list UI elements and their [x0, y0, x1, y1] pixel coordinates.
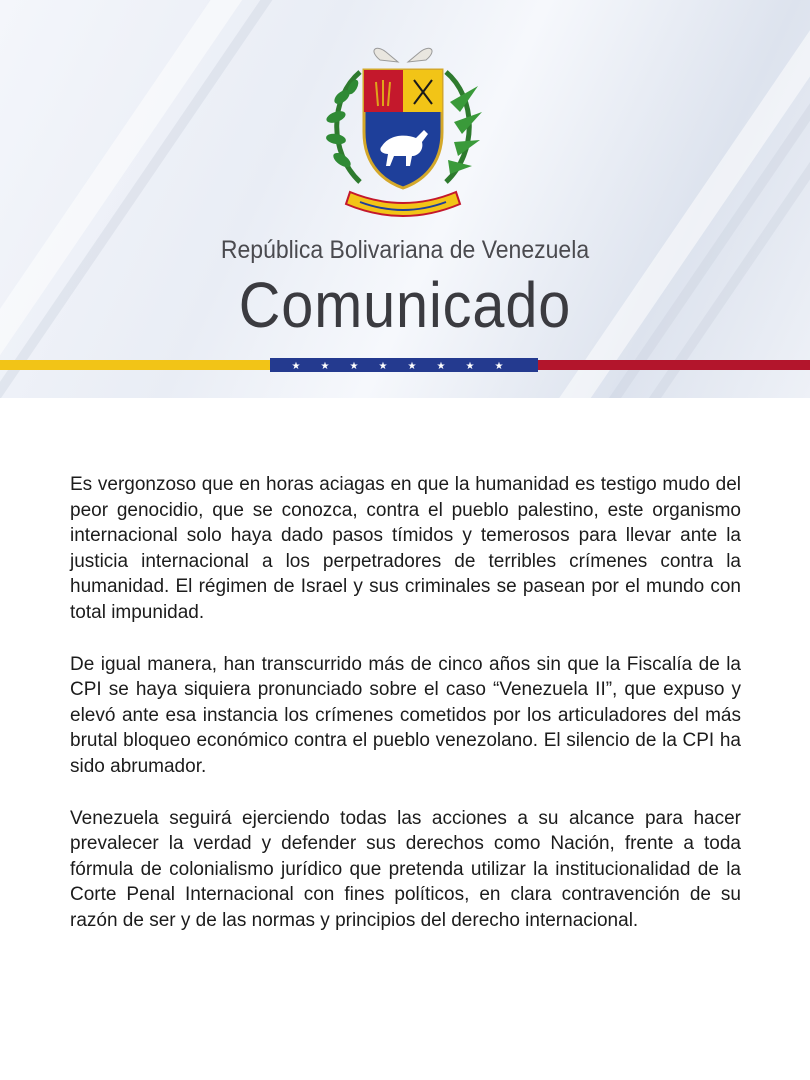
star-icon: ★ — [349, 361, 359, 372]
star-icon: ★ — [378, 361, 388, 372]
republic-name: República Bolivariana de Venezuela — [220, 236, 590, 264]
star-icon: ★ — [494, 361, 504, 372]
star-icon: ★ — [320, 361, 330, 372]
star-icon: ★ — [407, 361, 417, 372]
paragraph-3: Venezuela seguirá ejerciendo todas las acciones a su alcance para hacer prevalecer la verdad y defender sus derechos como Nación, frente a toda fórmula de colonialismo jurídico que pretenda utilizar la institucionalidad de la Corte Penal Internacional con fines políticos, en clara contravención de su razón de ser y de las normas y principios del derecho internacional. — [70, 807, 741, 931]
header-banner — [0, 0, 810, 398]
star-icon: ★ — [465, 361, 475, 372]
star-icon: ★ — [436, 361, 446, 372]
paragraph-2: De igual manera, han transcurrido más de cinco años sin que la Fiscalía de la CPI se haya siquiera pronunciado sobre el caso “Venezuela II”, que expuso y elevó ante esa instancia los crímenes cometidos por los articuladores del más brutal bloqueo económico contra el pueblo venezolano. El silencio de la CPI ha sido abrumador. — [70, 653, 741, 777]
page-title: Comunicado — [238, 269, 572, 341]
star-icon: ★ — [291, 361, 301, 372]
paragraph-1: Es vergonzoso que en horas aciagas en que la humanidad es testigo mudo del peor genocidio, que se conozca, contra el pueblo palestino, este organismo internacional solo haya dado pasos tímidos y temerosos para llevar ante la justicia internacional a los perpetradores de terribles crímenes contra la humanidad. El régimen de Israel y sus criminales se pasean por el mundo con total impunidad. — [70, 474, 741, 623]
coat-of-arms-icon — [320, 42, 486, 228]
flag-bar — [0, 358, 810, 372]
communique-body — [70, 472, 741, 960]
